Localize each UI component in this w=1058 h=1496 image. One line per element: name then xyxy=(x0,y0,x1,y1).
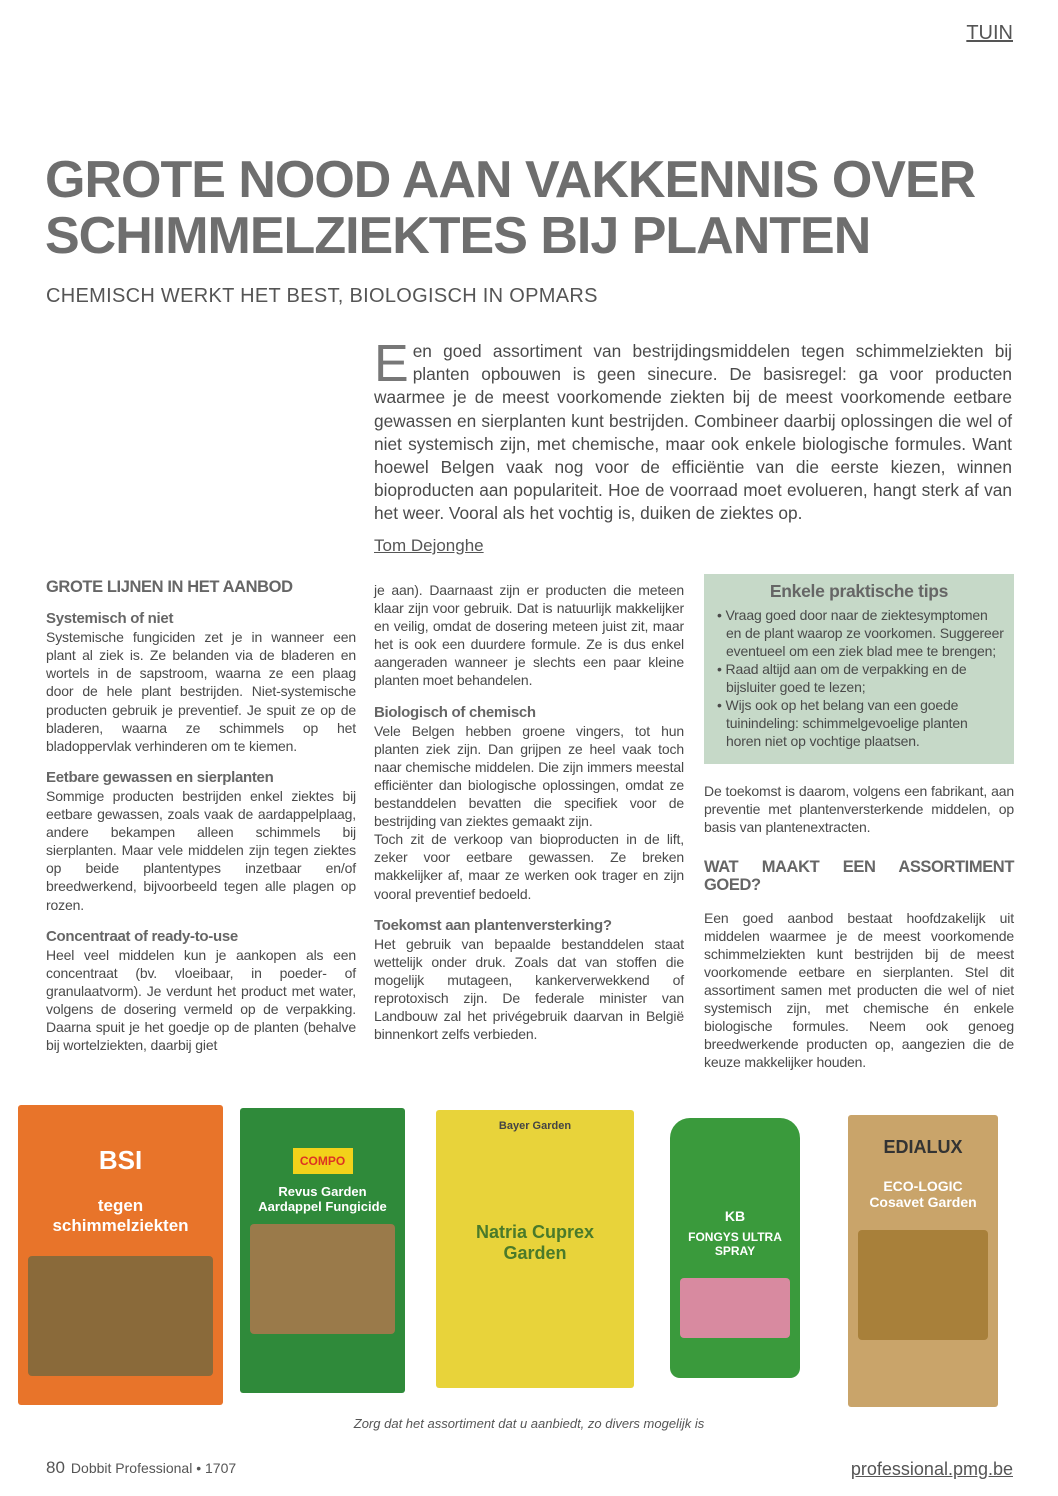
tip-item: • Vraag goed door naar de ziektesymptomen en de plant waarop ze voorkomen. Suggereer eventueel om een ziek blad mee te brengen; xyxy=(714,606,1004,660)
product-brand: BSI xyxy=(98,1145,143,1175)
product-brand: KB xyxy=(724,1208,746,1224)
product-edialux xyxy=(848,1115,998,1407)
intro-text: en goed assortiment van bestrijdingsmiddelen tegen schimmelziekten bij planten opbouwen is geen sinecure. De basisregel: ga voor producten waarmee je de meest voorkomende ziekten bij de meest voorkomende eetbare gewassen en sierplanten kunt bestrijden. Combineer daarbij oplossingen die wel of niet systemisch zijn, met chemische, maar ook enkele biologische formules. Want hoewel Belgen vaak nog voor de efficiëntie van die eerste kiezen, winnen bioproducten aan populariteit. Hoe de voorraad moet evolueren, hangt sterk af van het weer. Vooral als het vochtig is, duiken de ziektes op. xyxy=(374,341,1012,524)
paragraph: Het gebruik van bepaalde bestanddelen staat wettelijk onder druk. Zoals dat van stoffen die mogelijk mutageen, kankerverwekkend of reprotoxisch zijn. De federale minister van Landbouw zal het privégebruik daarvan in België binnenkort zelfs verbieden. xyxy=(374,935,684,1043)
dropcap: E xyxy=(374,335,409,393)
subheading: Concentraat of ready-to-use xyxy=(46,927,238,945)
product-name: Natria Cuprex Garden xyxy=(475,1222,595,1263)
tip-item: • Wijs ook op het belang van een goede tuinindeling: schimmelgevoelige planten horen niet op vochtige plaatsen. xyxy=(714,696,1004,750)
paragraph: Heel veel middelen kun je aankopen als een concentraat (bv. vloeibaar, in poeder- of granulaatvorm). Je verdunt het product met water, volgens de dosering vermeld op de verpakking. Daarna spuit je het goedje op de planten (behalve bij wortelziekten, daarbij giet xyxy=(46,946,356,1054)
product-compo xyxy=(240,1108,405,1393)
subheading: Eetbare gewassen en sierplanten xyxy=(46,768,274,786)
subheading: Toekomst aan plantenversterking? xyxy=(374,916,612,934)
paragraph: Vele Belgen hebben groene vingers, tot hun planten ziek zijn. Dan grijpen ze heel vaak toch naar chemische middelen. Die zijn immers meestal efficiënter dan biologische oplossingen, omdat ze bestanddelen bevatten die specifiek voor de bestrijding van ziektes gemaakt zijn. xyxy=(374,722,684,830)
tip-item: • Raad altijd aan om de verpakking en de bijsluiter goed te lezen; xyxy=(714,660,1004,696)
product-bayer xyxy=(436,1110,634,1388)
product-name: FONGYS ULTRA SPRAY xyxy=(688,1230,782,1258)
product-brand: EDIALUX xyxy=(883,1137,963,1157)
product-kb xyxy=(670,1118,800,1378)
subtitle: CHEMISCH WERKT HET BEST, BIOLOGISCH IN OPMARS xyxy=(46,285,598,307)
section-heading: WAT MAAKT EEN ASSORTIMENT GOED? xyxy=(704,858,1014,895)
column-2 xyxy=(374,581,684,1043)
product-name: ECO-LOGIC Cosavet Garden xyxy=(869,1178,977,1210)
page-number: 80 xyxy=(46,1458,65,1477)
paragraph: je aan). Daarnaast zijn er producten die meteen klaar zijn voor gebruik. Dat is natuurlijk makkelijker en veilig, omdat de dosering meteen juist zit, maar het is ook een duurdere formule. Ze is dus enkel aangeraden wanneer je slechts een paar kleine planten moet behandelen. xyxy=(374,582,684,689)
author-link[interactable]: Tom Dejonghe xyxy=(374,536,484,555)
product-bsi xyxy=(18,1105,223,1405)
subheading: Systemisch of niet xyxy=(46,610,174,628)
tips-title: Enkele praktische tips xyxy=(769,581,949,601)
column-1 xyxy=(46,578,356,1054)
subheading: Biologisch of chemisch xyxy=(374,703,536,721)
product-name: Revus Garden Aardappel Fungicide xyxy=(258,1184,387,1214)
page-title: GROTE NOOD AAN VAKKENNIS OVER SCHIMMELZIEKTES BIJ PLANTEN xyxy=(45,151,976,265)
product-photo xyxy=(18,1100,1018,1410)
column-3 xyxy=(704,574,1014,1071)
product-brand: Bayer Garden xyxy=(498,1120,572,1132)
paragraph: De toekomst is daarom, volgens een fabrikant, aan preventie met plantenversterkende middelen, op basis van plantenextracten. xyxy=(704,783,1014,836)
photo-caption: Zorg dat het assortiment dat u aanbiedt, zo divers mogelijk is xyxy=(353,1416,705,1431)
paragraph: Een goed aanbod bestaat hoofdzakelijk uit middelen waarmee je de meest voorkomende schimmelziekten kunt bestrijden bij de meest voorkomende eetbare en sierplanten. Stel dit assortiment samen met producten die wel of niet systemisch zijn, met chemische én enkele biologische formules. Neem ook genoeg breedwerkende producten op, aangezien die de keuze makkelijker houden. xyxy=(704,909,1014,1071)
intro-paragraph xyxy=(374,335,1012,526)
tips-box xyxy=(704,574,1014,764)
product-brand: COMPO xyxy=(293,1148,353,1174)
footer-left xyxy=(46,1458,236,1478)
section-tag: TUIN xyxy=(966,22,1013,44)
paragraph: Systemische fungiciden zet je in wanneer een plant al ziek is. Ze belanden via de bladeren en wortels in de sapstroom, waarna ze een plaag door de hele plant bestrijden. Niet-systemische producten gebruik je preventief. Je spuit ze op de bladeren, waarna ze schimmels op het bladoppervlak verhinderen om te kiemen. xyxy=(46,629,356,754)
footer-url-link[interactable]: professional.pmg.be xyxy=(850,1459,1013,1479)
section-heading: GROTE LIJNEN IN HET AANBOD xyxy=(46,578,293,596)
paragraph: Sommige producten bestrijden enkel ziektes bij eetbare gewassen, zoals vaak de aardappelplaag, andere bekampen alleen schimmels bij sierplanten. Maar vele middelen zijn tegen ziektes op beide plantentypes inzetbaar en/of breedwerkend, bijvoorbeeld tegen alle plagen op rozen. xyxy=(46,787,356,913)
publication-name: Dobbit Professional • 1707 xyxy=(70,1460,237,1476)
paragraph: Toch zit de verkoop van bioproducten in de lift, zeker voor eetbare gewassen. Ze breken makkelijker af, maar ze werken ook trager en zijn vooral preventief bedoeld. xyxy=(374,831,684,902)
product-name: tegen schimmelziekten xyxy=(52,1196,189,1235)
